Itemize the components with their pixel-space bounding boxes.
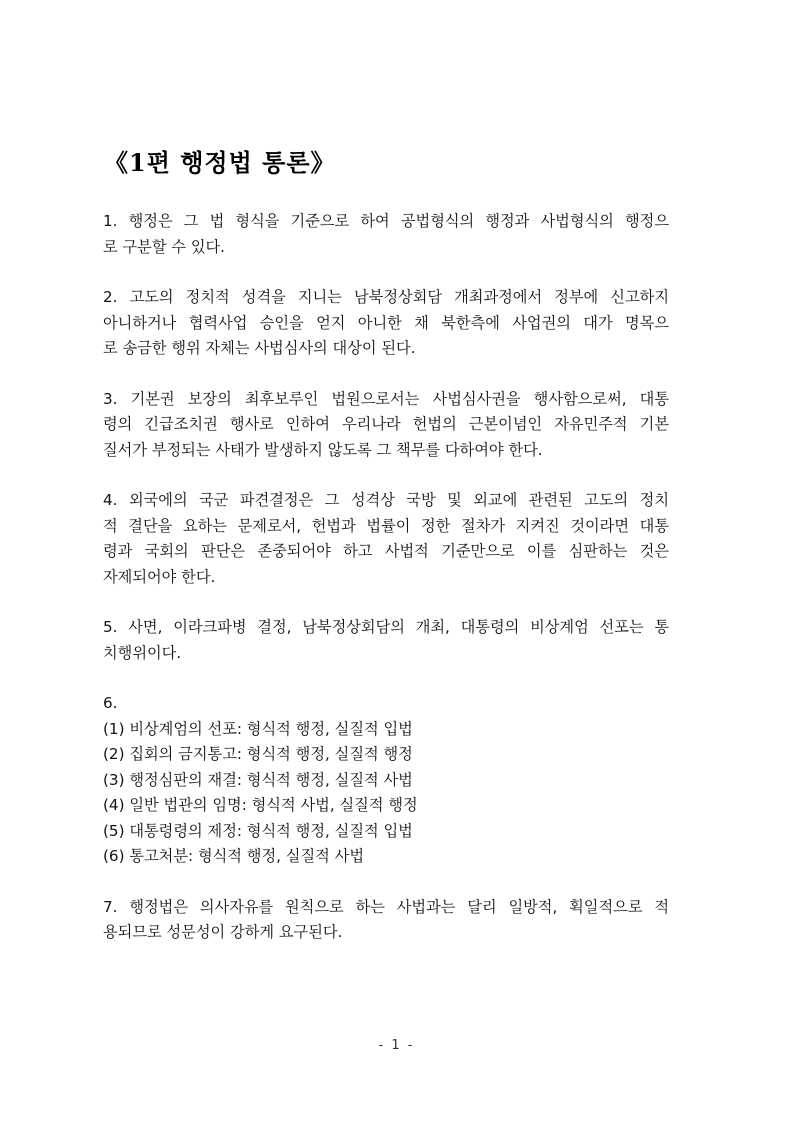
document-body: [103, 209, 669, 971]
text-line: 2. 고도의 정치적 성격을 지니는 남북정상회담 개최과정에서 정부에 신고하지: [103, 288, 669, 306]
text-line: 3. 기본권 보장의 최후보루인 법원으로서는 사법심사권을 행사함으로써, 대통: [103, 389, 669, 408]
paragraph-6-list: [103, 691, 669, 870]
text-line: 5. 사면, 이라크파병 결정, 남북정상회담의 개최, 대통령의 비상계엄 선포는 통: [103, 618, 669, 636]
paragraph-4: [103, 488, 669, 590]
chapter-title: 《1편 행정법 통론》: [104, 148, 336, 177]
text-line: 1. 행정은 그 법 형식을 기준으로 하여 공법형식의 행정과 사법형식의 행정으: [103, 212, 669, 230]
text-line: 용되므로 성문성이 강하게 요구된다.: [103, 923, 343, 941]
text-line: 령과 국회의 판단은 존중되어야 하고 사법적 기준만으로 이를 심판하는 것은: [103, 542, 669, 560]
list-item: (5) 대통령령의 제정: 형식적 행정, 실질적 입법: [103, 821, 413, 840]
list-item: (1) 비상계엄의 선포: 형식적 행정, 실질적 입법: [103, 719, 413, 738]
list-item: (3) 행정심판의 재결: 형식적 행정, 실질적 사법: [103, 770, 413, 789]
paragraph-5: [103, 615, 669, 666]
list-item: (6) 통고처분: 형식적 행정, 실질적 사법: [103, 847, 364, 865]
text-line: 7. 행정법은 의사자유를 원칙으로 하는 사법과는 달리 일방적, 획일적으로 적: [103, 897, 669, 916]
text-line: 자제되어야 한다.: [103, 567, 216, 586]
list-item: (2) 집회의 금지통고: 형식적 행정, 실질적 행정: [103, 745, 413, 763]
text-line: 로 송금한 행위 자체는 사법심사의 대상이 된다.: [103, 339, 416, 357]
paragraph-3: [103, 387, 669, 464]
text-line: 치행위이다.: [103, 643, 182, 662]
paragraph-7: [103, 895, 669, 946]
text-line: 4. 외국에의 국군 파견결정은 그 성격상 국방 및 외교에 관련된 고도의 정치: [103, 491, 669, 509]
text-line: 로 구분할 수 있다.: [103, 237, 226, 256]
paragraph-2: [103, 285, 669, 362]
text-line: 령의 긴급조치권 행사로 인하여 우리나라 헌법의 근본이념인 자유민주적 기본: [103, 415, 669, 433]
list-number: 6.: [103, 694, 118, 712]
text-line: 아니하거나 협력사업 승인을 얻지 아니한 채 북한측에 사업권의 대가 명목으: [103, 313, 669, 332]
page-number: - 1 -: [378, 1038, 415, 1053]
text-line: 질서가 부정되는 사태가 발생하지 않도록 그 책무를 다하여야 한다.: [103, 440, 543, 459]
text-line: 적 결단을 요하는 문제로서, 헌법과 법률이 정한 절차가 지켜진 것이라면 대통: [103, 516, 669, 535]
paragraph-1: [103, 209, 669, 260]
list-item: (4) 일반 법관의 임명: 형식적 사법, 실질적 행정: [103, 796, 418, 814]
